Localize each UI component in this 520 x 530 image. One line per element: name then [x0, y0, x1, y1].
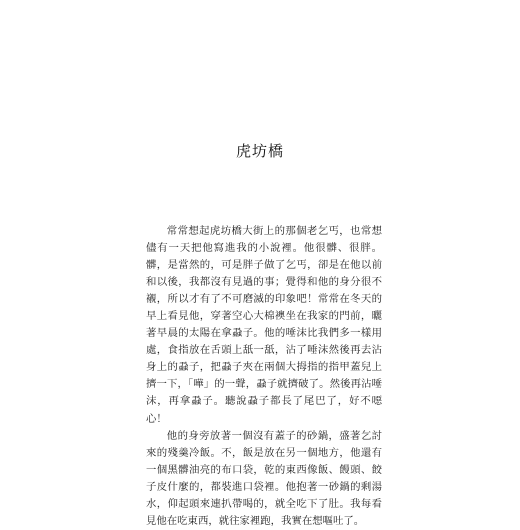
paragraph: 常常想起虎坊橋大街上的那個老乞丐，也常想儘有一天把他寫進我的小說裡。他很髒、很胖。髒，是當然的，可是胖子做了乞丐，卻是在他以前和以後，我都沒有見過的事；覺得和他的身分很不襯，所以才有了不可磨滅的印象吧！常常在冬天的早上看見他，穿著空心大棉襖坐在我家的門前，曬著早晨的太陽在拿蝨子。他的唾沫比我們多一樣用處，食指放在舌頭上舐一舐，沾了唾沫然後再去沾身上的蝨子，把蝨子夾在兩個大拇指的指甲蓋兒上擠一下，「嘩」的一聲，蝨子就擠破了。然後再沾唾沫，再拿蝨子。聽說蝨子都長了尾巴了，好不噁心！ [146, 225, 382, 425]
chapter-title: 虎坊橋 [235, 142, 284, 160]
paragraph: 他的身旁放著一個沒有蓋子的砂鍋，盛著乞討來的殘羹冷飯。不，飯是放在另一個地方，他還有一個黑髒油亮的布口袋，乾的東西像飯、饅頭、餃子皮什麼的，都裝進口袋裡。他抱著一砂鍋的剩湯水，仰起頭來連扒帶喝的，就全吃下了肚。我每看見他在吃東西，就往家裡跑，我實在想嘔吐了。 [146, 429, 382, 527]
chapter-body [146, 223, 382, 530]
